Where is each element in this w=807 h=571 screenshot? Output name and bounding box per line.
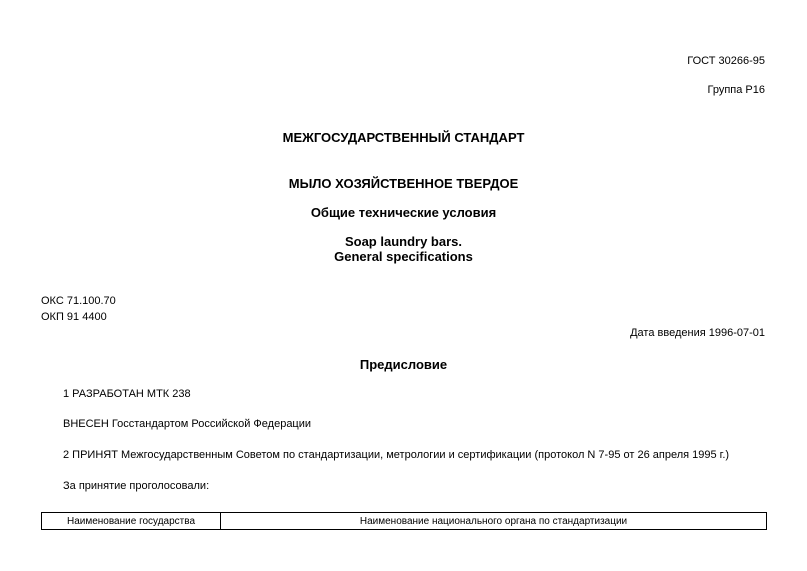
column-header-state: Наименование государства [42, 513, 221, 530]
table-header-row [42, 513, 767, 530]
document-title: МЫЛО ХОЗЯЙСТВЕННОЕ ТВЕРДОЕ [288, 176, 519, 191]
foreword-voted: За принятие проголосовали: [63, 480, 210, 492]
group-code: Группа Р16 [707, 84, 765, 96]
english-title-line2: General specifications [334, 249, 473, 264]
voting-states-table [41, 512, 767, 530]
okp-code: ОКП 91 4400 [41, 311, 107, 323]
foreword-heading: Предисловие [359, 357, 448, 372]
standard-number: ГОСТ 30266-95 [687, 55, 765, 67]
foreword-adopted: 2 ПРИНЯТ Межгосударственным Советом по стандартизации, метрологии и сертификации (протокол N 7-95 от 26 апреля 1995 г.) [63, 449, 730, 461]
foreword-developed: 1 РАЗРАБОТАН МТК 238 [63, 388, 191, 400]
interstate-standard-title: МЕЖГОСУДАРСТВЕННЫЙ СТАНДАРТ [282, 130, 525, 145]
column-header-national-body: Наименование национального органа по стандартизации [221, 513, 767, 530]
english-title-line1: Soap laundry bars. [344, 234, 463, 249]
introduction-date: Дата введения 1996-07-01 [630, 327, 765, 339]
foreword-introduced: ВНЕСЕН Госстандартом Российской Федерации [63, 418, 312, 430]
document-subtitle: Общие технические условия [310, 205, 497, 220]
oks-code: ОКС 71.100.70 [41, 295, 116, 307]
